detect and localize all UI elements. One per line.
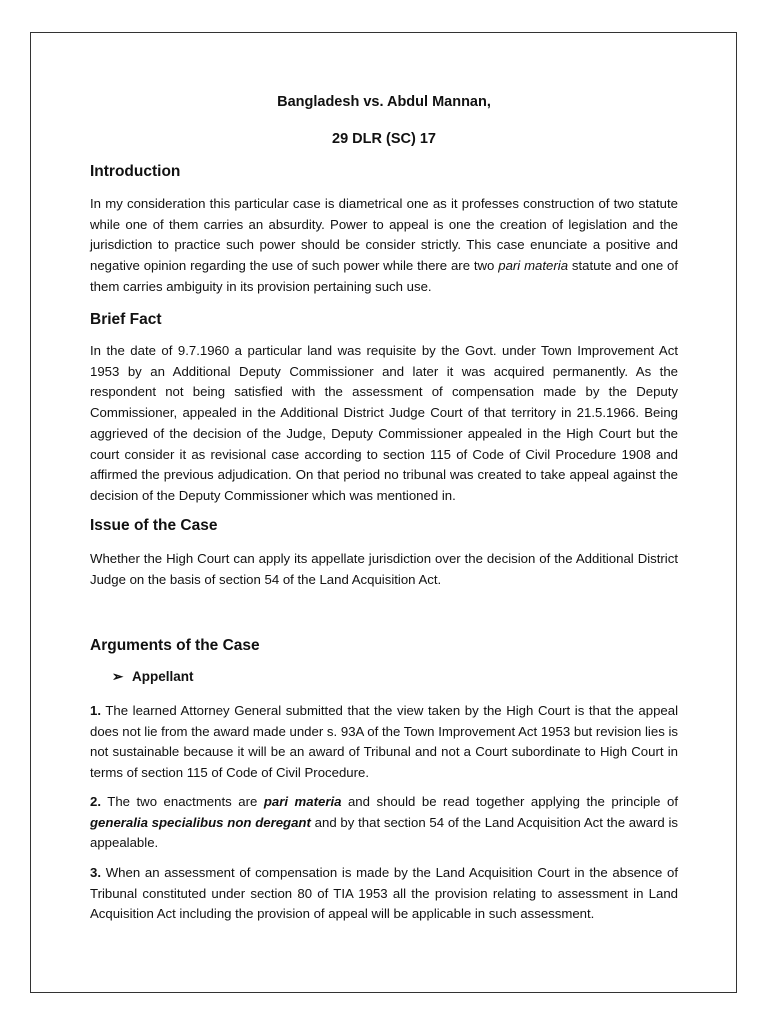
argument-2-term-1: pari materia — [263, 794, 342, 809]
argument-1-number: 1. — [90, 703, 101, 718]
argument-1 — [90, 701, 678, 784]
argument-2-text-b: and should be read together applying the principle of — [341, 794, 678, 809]
citation: 29 DLR (SC) 17 — [332, 131, 436, 147]
argument-1-text: The learned Attorney General submitted that the view taken by the High Court is that the appeal does not lie from the award made under s. 93A of the Town Improvement Act 1953 but revision lies is not sustainable because it will be an award of Tribunal and not a Court subordinate to High Court in terms of section 115 of Code of Civil Procedure. — [90, 703, 678, 781]
introduction-heading: Introduction — [90, 163, 181, 180]
issue-paragraph: Whether the High Court can apply its appellate jurisdiction over the decision of the Additional District Judge on the basis of section 54 of the Land Acquisition Act. — [90, 551, 678, 587]
argument-2-text-c: and by that section 54 of the Land Acquisition Act the award is appealable. — [90, 814, 678, 851]
brief-fact-heading: Brief Fact — [90, 311, 162, 328]
introduction-paragraph — [90, 194, 678, 298]
brief-fact-paragraph: In the date of 9.7.1960 a particular land was requisite by the Govt. under Town Improvement Act 1953 by an Additional Deputy Commissioner and later it was acquired permanently. As the respondent not being satisfied with the assessment of compensation made by the Deputy Commissioner, appealed in the Additional District Judge Court of that territory in 21.5.1966. Being aggrieved of the decision of the Judge, Deputy Commissioner appealed in the High Court but the court consider it as revisional case according to section 115 of Code of Civil Procedure 1908 and affirmed the previous adjudication. On that period no tribunal was created to take appeal against the decision of the Deputy Commissioner which was mentioned in. — [90, 343, 678, 503]
introduction-text-a: In my consideration this particular case is diametrical one as it professes construction of two statute while one of them carries an absurdity. Power to appeal is one the creation of legislation and the jurisdiction to practice such power should be consider strictly. This case enunciate a positive and negative opinion regarding the use of such power while there are two — [90, 196, 678, 274]
introduction-text-b: statute and one of them carries ambiguity in its provision pertaining such use. — [90, 258, 678, 294]
appellant-label: Appellant — [132, 669, 194, 684]
argument-3-text: When an assessment of compensation is made by the Land Acquisition Court in the absence of Tribunal constituted under section 80 of TIA 1953 all the provision relating to assessment in Land Acquisition Act including the provision of appeal will be applicable in such assessment. — [90, 865, 678, 922]
argument-3 — [90, 863, 678, 925]
introduction-italic-term: pari materia — [498, 258, 569, 274]
argument-2 — [90, 792, 678, 854]
argument-2-term-2: generalia specialibus non deregant — [90, 814, 311, 830]
appellant-bullet — [112, 669, 194, 685]
issue-heading: Issue of the Case — [90, 517, 218, 534]
arrow-bullet-icon: ➢ — [112, 669, 124, 684]
argument-2-number: 2. — [90, 794, 101, 809]
document-title: Bangladesh vs. Abdul Mannan, — [277, 94, 491, 110]
argument-2-text-a: The two enactments are — [101, 794, 264, 809]
argument-3-number: 3. — [90, 865, 101, 880]
arguments-heading: Arguments of the Case — [90, 637, 260, 654]
